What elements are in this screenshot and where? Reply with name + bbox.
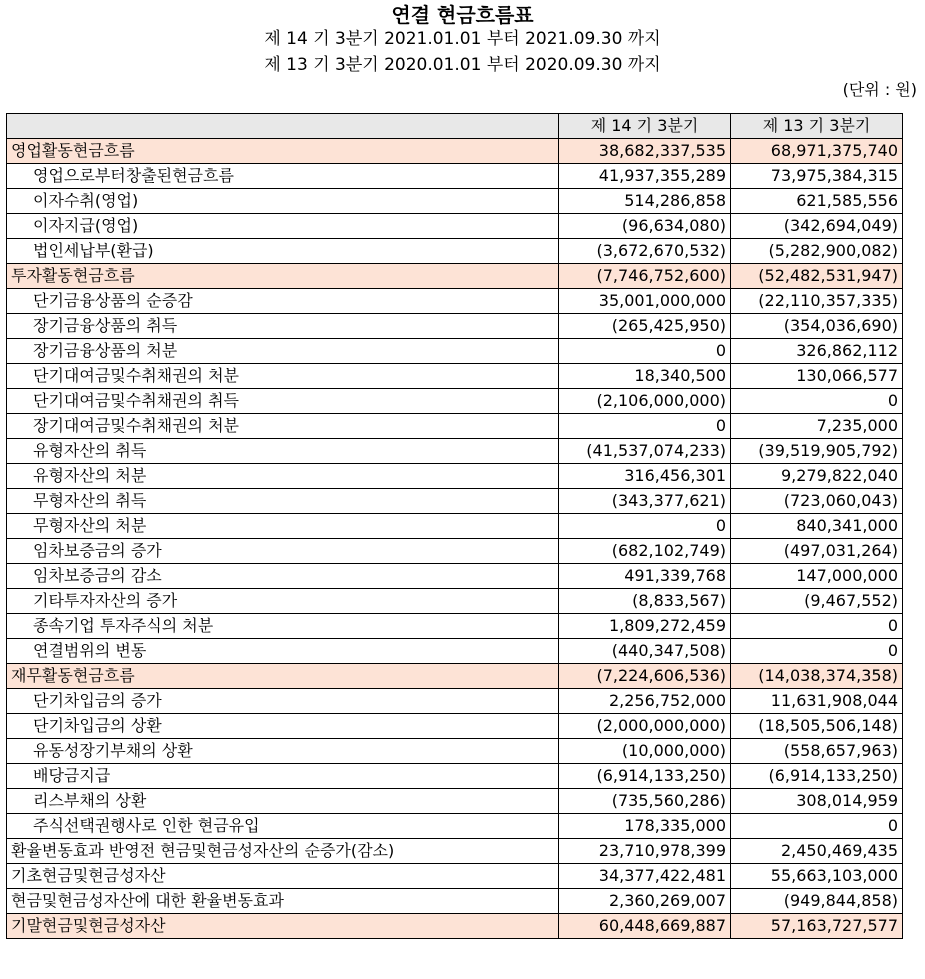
table-row (7, 764, 903, 789)
row-label: 기타투자자산의 증가 (7, 589, 559, 614)
value-current: 2,256,752,000 (559, 689, 731, 714)
value-current: (41,537,074,233) (559, 439, 731, 464)
row-label: 유동성장기부채의 상환 (7, 739, 559, 764)
table-row (7, 464, 903, 489)
period-current: 제 14 기 3분기 2021.01.01 부터 2021.09.30 까지 (264, 29, 661, 49)
value-prior: 9,279,822,040 (731, 464, 903, 489)
row-label: 단기차입금의 증가 (7, 689, 559, 714)
value-current: 34,377,422,481 (559, 864, 731, 889)
value-current: (7,224,606,536) (559, 664, 731, 689)
value-current: 38,682,337,535 (559, 139, 731, 164)
value-prior: 147,000,000 (731, 564, 903, 589)
value-current: 491,339,768 (559, 564, 731, 589)
row-label: 장기대여금및수취채권의 처분 (7, 414, 559, 439)
value-current: (682,102,749) (559, 539, 731, 564)
header-label-cell (7, 114, 559, 139)
section-row (7, 914, 903, 939)
value-prior: (497,031,264) (731, 539, 903, 564)
value-prior: 57,163,727,577 (731, 914, 903, 939)
value-prior: 55,663,103,000 (731, 864, 903, 889)
value-prior: 0 (731, 639, 903, 664)
table-row (7, 564, 903, 589)
value-current: (3,672,670,532) (559, 239, 731, 264)
value-prior: (354,036,690) (731, 314, 903, 339)
row-label: 유형자산의 취득 (7, 439, 559, 464)
row-label: 유형자산의 처분 (7, 464, 559, 489)
report-header (0, 0, 925, 100)
value-prior: (14,038,374,358) (731, 664, 903, 689)
row-label: 기말현금및현금성자산 (7, 914, 559, 939)
table-row (7, 314, 903, 339)
value-current: 41,937,355,289 (559, 164, 731, 189)
row-label: 이자지급(영업) (7, 214, 559, 239)
header-prior-period: 제 13 기 3분기 (731, 114, 903, 139)
table-row (7, 214, 903, 239)
row-label: 현금및현금성자산에 대한 환율변동효과 (7, 889, 559, 914)
table-row (7, 164, 903, 189)
row-label: 주식선택권행사로 인한 현금유입 (7, 814, 559, 839)
row-label: 연결범위의 변동 (7, 639, 559, 664)
value-prior: (18,505,506,148) (731, 714, 903, 739)
value-prior: (949,844,858) (731, 889, 903, 914)
table-row (7, 739, 903, 764)
value-prior: (342,694,049) (731, 214, 903, 239)
value-prior: 73,975,384,315 (731, 164, 903, 189)
value-current: 1,809,272,459 (559, 614, 731, 639)
table-row (7, 714, 903, 739)
value-prior: (723,060,043) (731, 489, 903, 514)
row-label: 무형자산의 처분 (7, 514, 559, 539)
value-current: (7,746,752,600) (559, 264, 731, 289)
value-prior: (9,467,552) (731, 589, 903, 614)
value-current: (8,833,567) (559, 589, 731, 614)
value-current: (440,347,508) (559, 639, 731, 664)
value-current: 0 (559, 339, 731, 364)
value-current: (10,000,000) (559, 739, 731, 764)
table-row (7, 689, 903, 714)
value-prior: 840,341,000 (731, 514, 903, 539)
row-label: 기초현금및현금성자산 (7, 864, 559, 889)
value-prior: 308,014,959 (731, 789, 903, 814)
row-label: 법인세납부(환급) (7, 239, 559, 264)
value-prior: 621,585,556 (731, 189, 903, 214)
row-label: 장기금융상품의 취득 (7, 314, 559, 339)
value-current: (265,425,950) (559, 314, 731, 339)
value-current: (2,000,000,000) (559, 714, 731, 739)
value-current: 0 (559, 514, 731, 539)
value-prior: 11,631,908,044 (731, 689, 903, 714)
table-row (7, 789, 903, 814)
value-current: (735,560,286) (559, 789, 731, 814)
table-row (7, 239, 903, 264)
row-label: 임차보증금의 증가 (7, 539, 559, 564)
header-current-period: 제 14 기 3분기 (559, 114, 731, 139)
section-row (7, 139, 903, 164)
table-row (7, 614, 903, 639)
table-row (7, 414, 903, 439)
value-prior: 0 (731, 614, 903, 639)
table-row (7, 864, 903, 889)
row-label: 환율변동효과 반영전 현금및현금성자산의 순증가(감소) (7, 839, 559, 864)
row-label: 단기대여금및수취채권의 취득 (7, 389, 559, 414)
value-prior: 0 (731, 814, 903, 839)
value-prior: (5,282,900,082) (731, 239, 903, 264)
row-label: 장기금융상품의 처분 (7, 339, 559, 364)
value-current: 60,448,669,887 (559, 914, 731, 939)
row-label: 임차보증금의 감소 (7, 564, 559, 589)
row-label: 배당금지급 (7, 764, 559, 789)
value-current: 178,335,000 (559, 814, 731, 839)
period-prior: 제 13 기 3분기 2020.01.01 부터 2020.09.30 까지 (264, 55, 661, 75)
value-current: 0 (559, 414, 731, 439)
value-current: 35,001,000,000 (559, 289, 731, 314)
value-prior: (52,482,531,947) (731, 264, 903, 289)
section-row (7, 664, 903, 689)
row-label: 단기금융상품의 순증감 (7, 289, 559, 314)
table-row (7, 589, 903, 614)
report-title: 연결 현금흐름표 (391, 3, 534, 27)
row-label: 재무활동현금흐름 (7, 664, 559, 689)
value-prior: (39,519,905,792) (731, 439, 903, 464)
value-prior: 326,862,112 (731, 339, 903, 364)
row-label: 무형자산의 취득 (7, 489, 559, 514)
value-current: 23,710,978,399 (559, 839, 731, 864)
value-prior: 68,971,375,740 (731, 139, 903, 164)
row-label: 영업활동현금흐름 (7, 139, 559, 164)
row-label: 종속기업 투자주식의 처분 (7, 614, 559, 639)
table-row (7, 839, 903, 864)
value-current: (6,914,133,250) (559, 764, 731, 789)
table-row (7, 339, 903, 364)
value-prior: (6,914,133,250) (731, 764, 903, 789)
cash-flow-table (6, 113, 903, 939)
value-current: 18,340,500 (559, 364, 731, 389)
table-header-row (7, 114, 903, 139)
value-prior: 2,450,469,435 (731, 839, 903, 864)
row-label: 단기대여금및수취채권의 처분 (7, 364, 559, 389)
section-row (7, 264, 903, 289)
table-row (7, 889, 903, 914)
value-current: 316,456,301 (559, 464, 731, 489)
value-prior: 0 (731, 389, 903, 414)
value-current: 514,286,858 (559, 189, 731, 214)
row-label: 리스부채의 상환 (7, 789, 559, 814)
row-label: 투자활동현금흐름 (7, 264, 559, 289)
table-row (7, 814, 903, 839)
value-prior: (22,110,357,335) (731, 289, 903, 314)
value-current: (343,377,621) (559, 489, 731, 514)
row-label: 이자수취(영업) (7, 189, 559, 214)
table-row (7, 364, 903, 389)
table-row (7, 289, 903, 314)
value-current: 2,360,269,007 (559, 889, 731, 914)
table-row (7, 639, 903, 664)
table-row (7, 189, 903, 214)
unit-label: (단위 : 원) (842, 80, 917, 99)
table-row (7, 489, 903, 514)
value-current: (96,634,080) (559, 214, 731, 239)
value-prior: 7,235,000 (731, 414, 903, 439)
value-prior: (558,657,963) (731, 739, 903, 764)
table-row (7, 439, 903, 464)
value-current: (2,106,000,000) (559, 389, 731, 414)
row-label: 영업으로부터창출된현금흐름 (7, 164, 559, 189)
table-row (7, 514, 903, 539)
row-label: 단기차입금의 상환 (7, 714, 559, 739)
table-row (7, 539, 903, 564)
value-prior: 130,066,577 (731, 364, 903, 389)
table-row (7, 389, 903, 414)
